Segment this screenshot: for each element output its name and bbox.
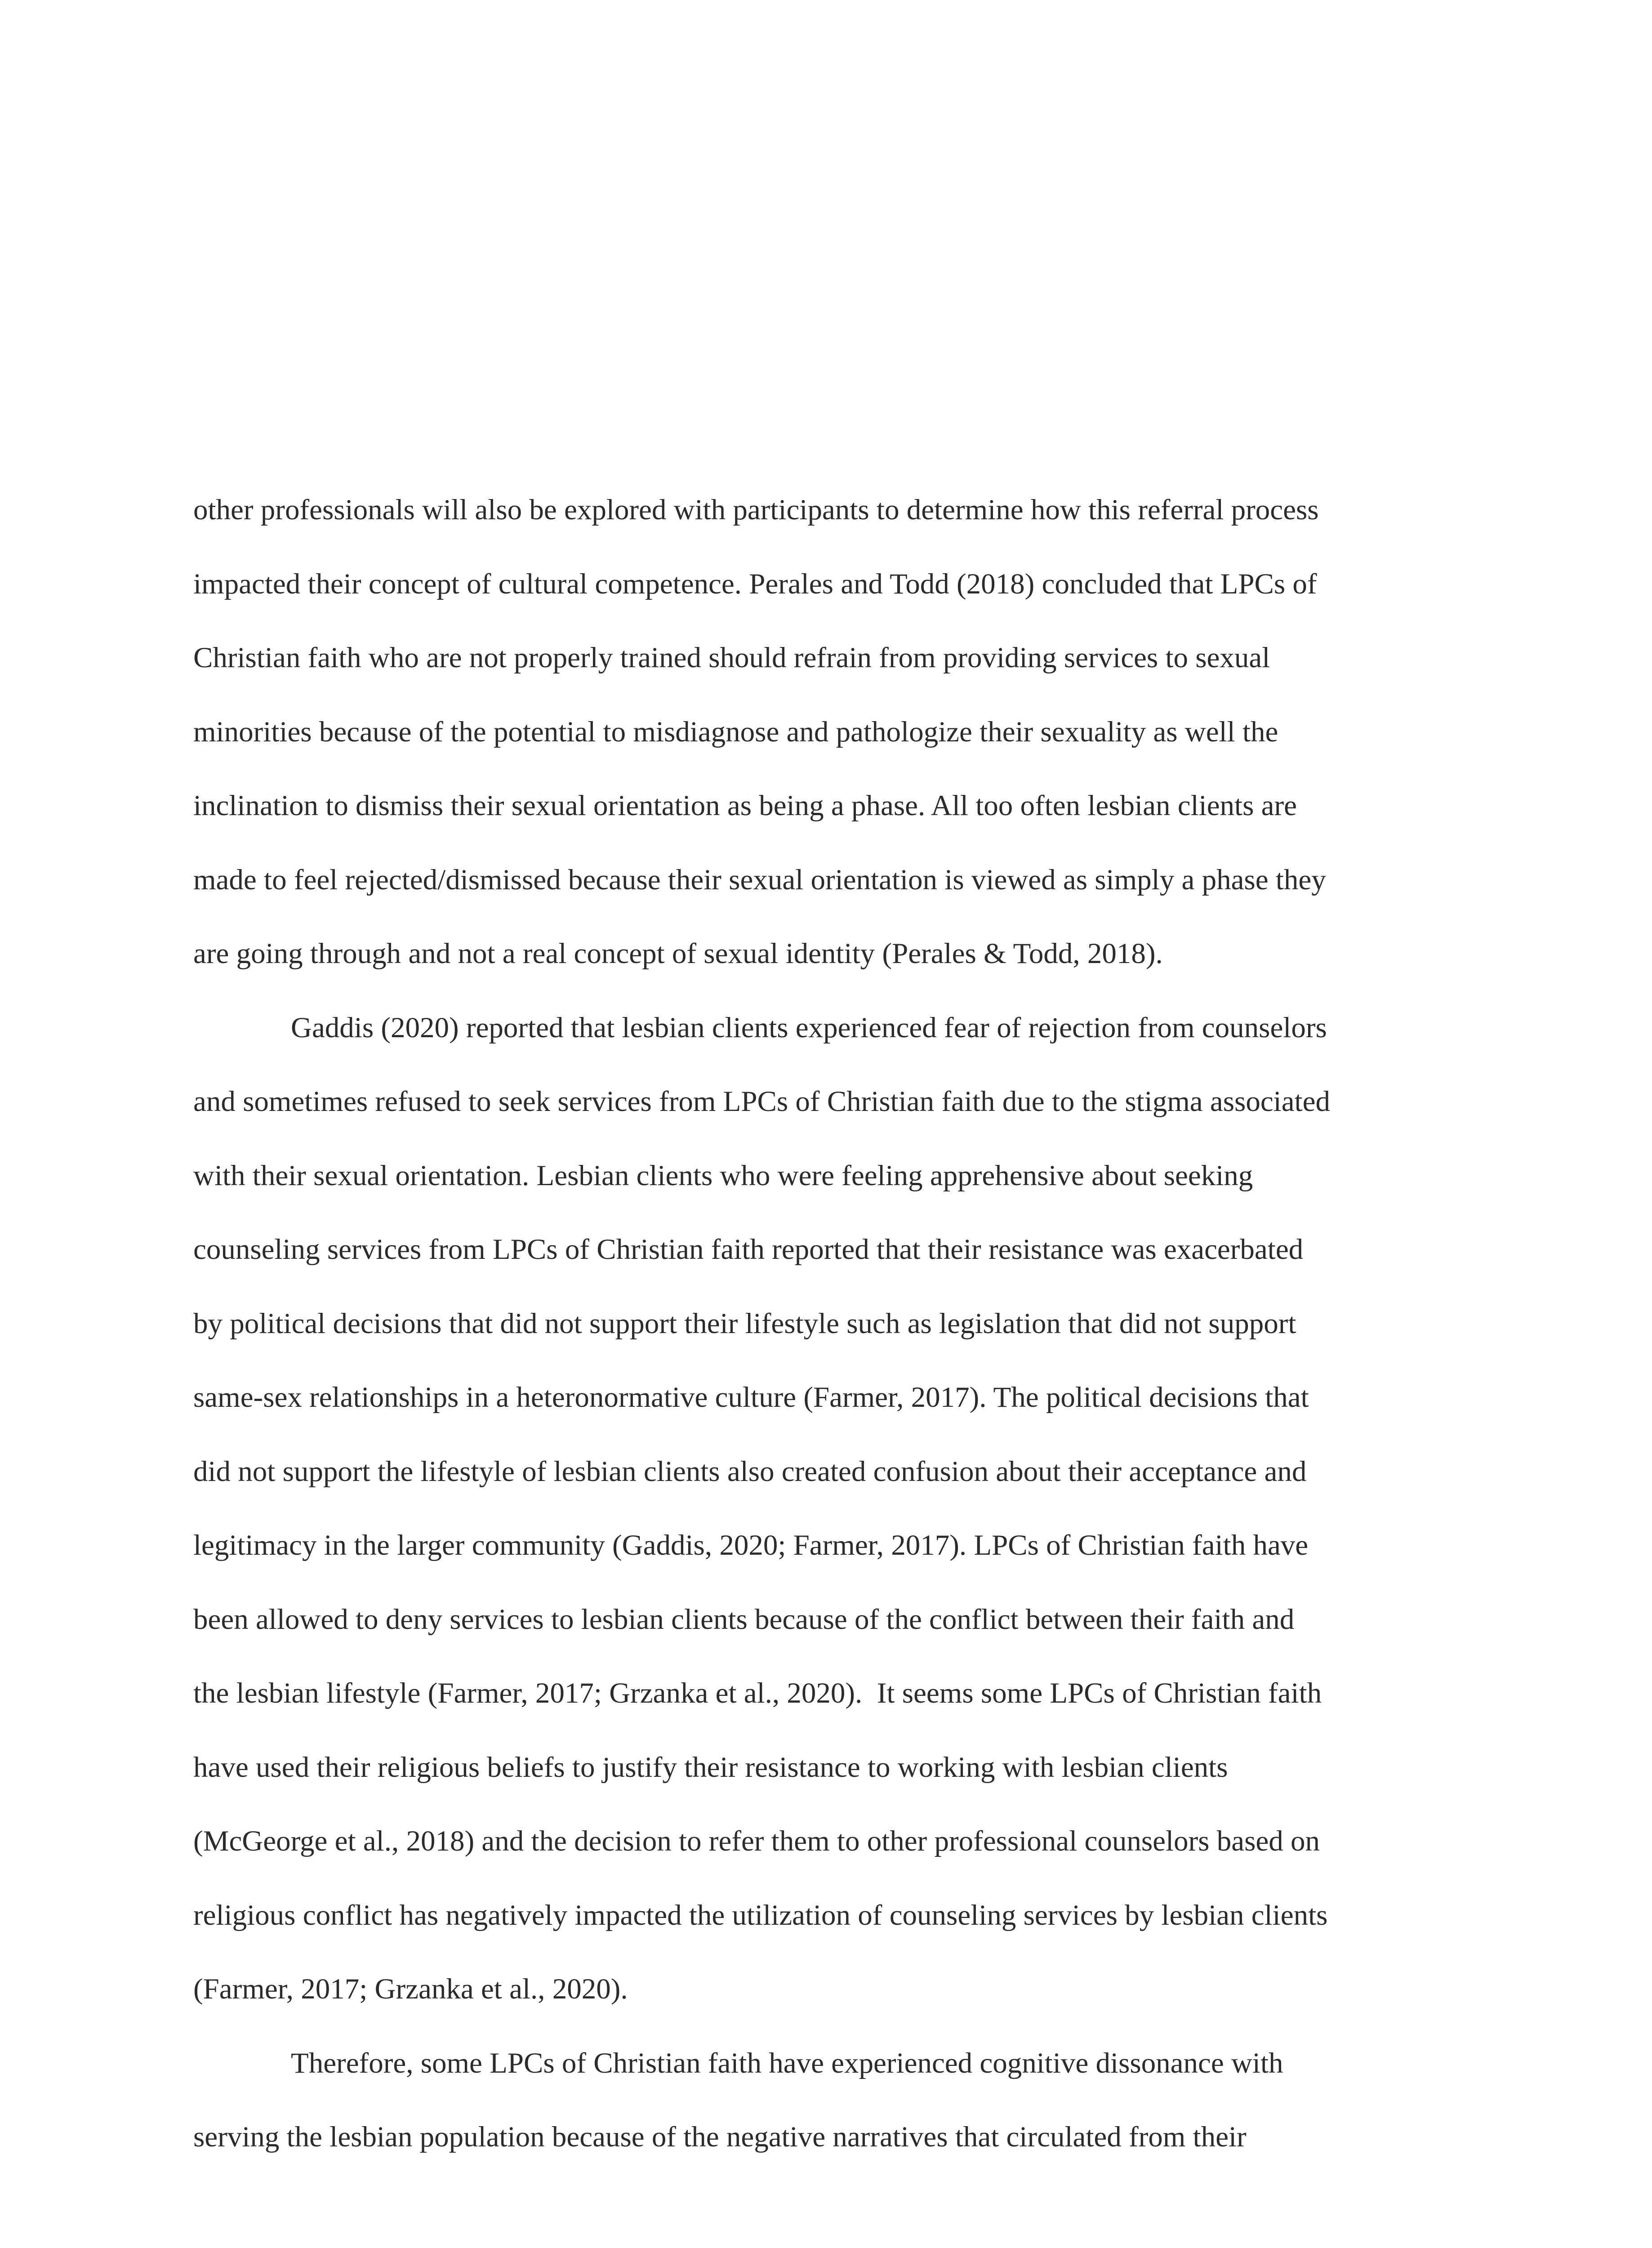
text-line: are going through and not a real concept of sexual identity (Perales & Todd, 2018). (193, 937, 1163, 970)
paragraph-3 (193, 2026, 1452, 2174)
paragraph-2 (193, 991, 1452, 2026)
text-line: with their sexual orientation. Lesbian clients who were feeling apprehensive about seeking (193, 1159, 1253, 1192)
text-line: legitimacy in the larger community (Gaddis, 2020; Farmer, 2017). LPCs of Christian faith have (193, 1529, 1309, 1561)
text-line: serving the lesbian population because of the negative narratives that circulated from their (193, 2121, 1247, 2153)
text-line: have used their religious beliefs to justify their resistance to working with lesbian clients (193, 1751, 1228, 1784)
text-line: made to feel rejected/dismissed because their sexual orientation is viewed as simply a phase they (193, 863, 1326, 896)
text-line: (Farmer, 2017; Grzanka et al., 2020). (193, 1973, 628, 2005)
text-line: minorities because of the potential to misdiagnose and pathologize their sexuality as well the (193, 715, 1278, 748)
text-line: counseling services from LPCs of Christian faith reported that their resistance was exacerbated (193, 1233, 1304, 1266)
text-line: inclination to dismiss their sexual orientation as being a phase. All too often lesbian clients are (193, 789, 1297, 822)
text-line: and sometimes refused to seek services from LPCs of Christian faith due to the stigma associated (193, 1085, 1331, 1118)
text-line: did not support the lifestyle of lesbian clients also created confusion about their acceptance and (193, 1455, 1307, 1488)
text-line: Christian faith who are not properly trained should refrain from providing services to sexual (193, 642, 1270, 674)
text-line: (McGeorge et al., 2018) and the decision to refer them to other professional counselors based on (193, 1825, 1320, 1857)
paragraph-1 (193, 473, 1452, 991)
body-text (193, 473, 1452, 2174)
text-line: same-sex relationships in a heteronormative culture (Farmer, 2017). The political decisions that (193, 1381, 1309, 1414)
text-line: by political decisions that did not support their lifestyle such as legislation that did not support (193, 1307, 1296, 1340)
text-line: other professionals will also be explored with participants to determine how this referral process (193, 494, 1319, 526)
text-line-indented: Gaddis (2020) reported that lesbian clients experienced fear of rejection from counselors (291, 1011, 1327, 1044)
text-line: the lesbian lifestyle (Farmer, 2017; Grzanka et al., 2020). It seems some LPCs of Christian faith (193, 1677, 1322, 1709)
text-line: been allowed to deny services to lesbian clients because of the conflict between their faith and (193, 1603, 1295, 1636)
text-line-indented: Therefore, some LPCs of Christian faith have experienced cognitive dissonance with (291, 2047, 1283, 2079)
text-line: religious conflict has negatively impacted the utilization of counseling services by lesbian clients (193, 1899, 1328, 1931)
text-line: impacted their concept of cultural competence. Perales and Todd (2018) concluded that LPCs of (193, 567, 1317, 600)
